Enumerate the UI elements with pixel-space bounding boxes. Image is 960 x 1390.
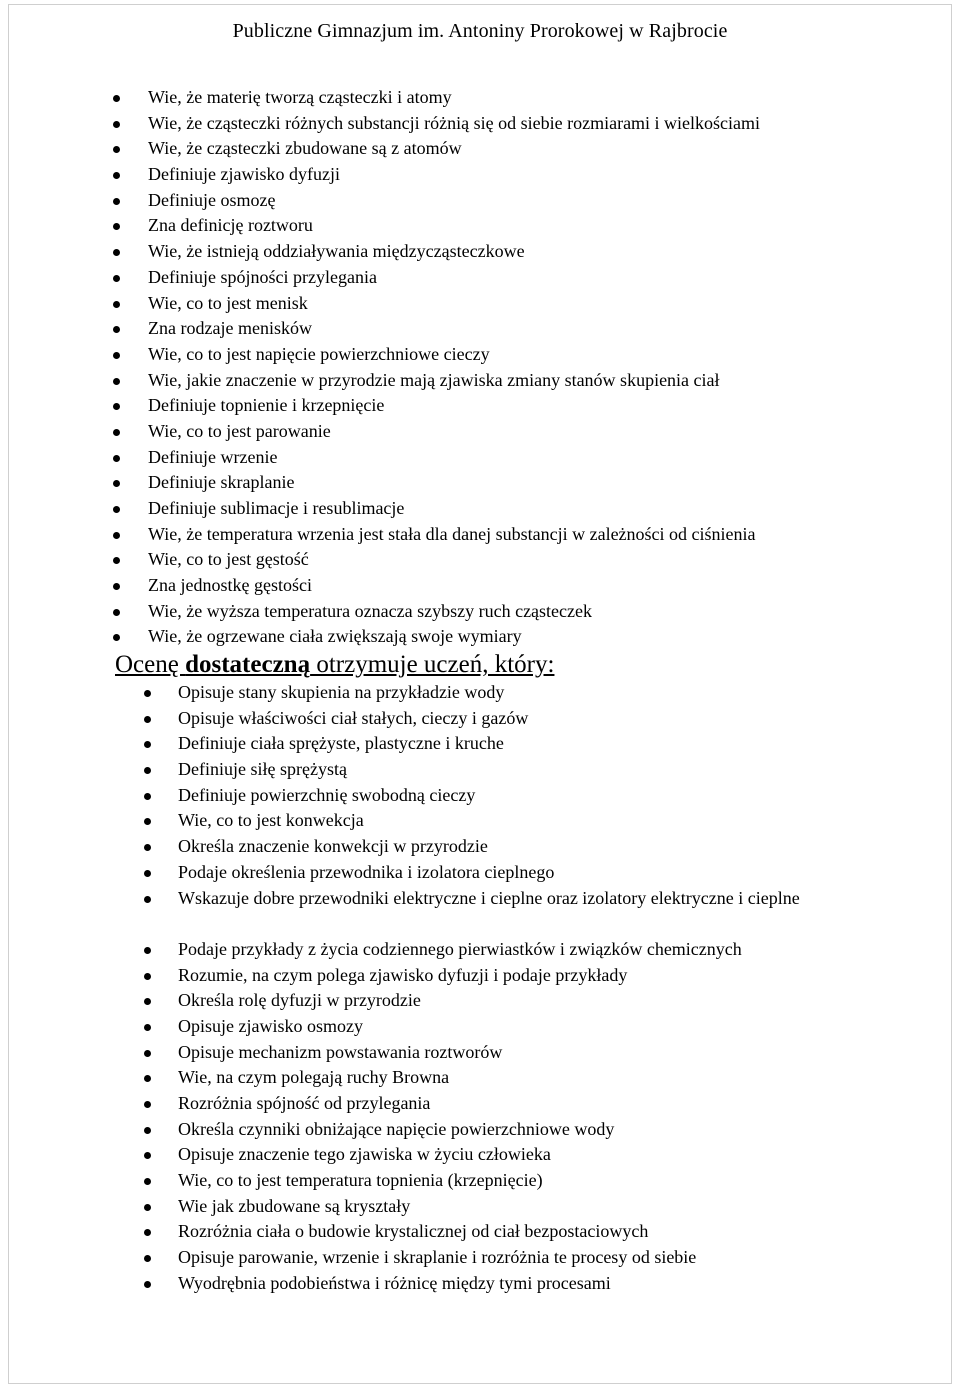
- list-item-text: Wie, że wyższa temperatura oznacza szybszy ruch cząsteczek: [148, 600, 593, 621]
- list-item-text: Wie jak zbudowane są kryształy: [178, 1195, 411, 1216]
- list-item: [148, 419, 760, 445]
- list-item: [178, 1014, 840, 1040]
- list-item: [178, 1194, 840, 1220]
- list-item-text: Określa rolę dyfuzji w przyrodzie: [178, 990, 421, 1011]
- page-header: Publiczne Gimnazjum im. Antoniny Prorokowej w Rajbrocie: [232, 20, 728, 42]
- list-item-text: Opisuje właściwości ciał stałych, cieczy i gazów: [178, 707, 529, 728]
- list-item-text: Definiuje sublimacje i resublimacje: [148, 498, 405, 518]
- list-item-text: Wie, że istnieją oddziaływania międzycząsteczkowe: [148, 241, 525, 262]
- list-item-text: Rozróżnia ciała o budowie krystalicznej od ciał bezpostaciowych: [178, 1221, 649, 1242]
- bullet-icon: [144, 767, 151, 774]
- list-item: [178, 1040, 840, 1066]
- grade-heading-prefix: Ocenę: [115, 651, 186, 678]
- list-item: [178, 834, 840, 860]
- list-item: [148, 162, 760, 188]
- list-item: [148, 239, 760, 265]
- list-item-text: Wie, że cząsteczki zbudowane są z atomów: [148, 138, 462, 159]
- list-item: [148, 136, 760, 162]
- list-item: [148, 599, 760, 625]
- list-item-text: Zna jednostkę gęstości: [148, 575, 312, 596]
- list-item: [148, 188, 760, 214]
- list-item: [148, 85, 760, 111]
- list-item: [178, 731, 840, 757]
- bullet-icon: [113, 506, 120, 513]
- list-item-text: Definiuje ciała sprężyste, plastyczne i kruche: [178, 733, 504, 754]
- bullet-icon: [113, 429, 120, 436]
- list-item-text: Wie, że materię tworzą cząsteczki i atomy: [148, 87, 452, 107]
- bullet-icon: [144, 716, 151, 723]
- bullet-icon: [113, 275, 120, 282]
- list-item: [178, 1168, 840, 1194]
- list-item: [178, 1065, 840, 1091]
- list-item: [178, 886, 840, 937]
- list-item-text: Definiuje osmozę: [148, 189, 276, 210]
- list-item-text: Wie, co to jest napięcie powierzchniowe cieczy: [148, 343, 490, 364]
- list-item: [178, 937, 840, 963]
- list-item-text: Definiuje skraplanie: [148, 472, 295, 493]
- list-item-text: Wskazuje dobre przewodniki elektryczne i cieplne oraz izolatory elektryczne i cieplne: [178, 887, 800, 908]
- bullet-icon: [113, 172, 120, 179]
- list-item: [178, 1245, 840, 1271]
- list-item: [178, 757, 840, 783]
- list-item-text: Rozumie, na czym polega zjawisko dyfuzji i podaje przykłady: [178, 964, 628, 985]
- list-item: [148, 291, 760, 317]
- list-item-text: Wie, że cząsteczki różnych substancji różnią się od siebie rozmiarami i wielkościami: [148, 112, 761, 133]
- bullet-icon: [144, 1204, 151, 1211]
- list-item: [148, 445, 760, 471]
- list-item: [148, 342, 760, 368]
- bullet-icon: [144, 973, 151, 980]
- list-item: [178, 860, 840, 886]
- bullet-icon: [113, 378, 120, 385]
- list-item: [148, 547, 760, 573]
- list-item: [178, 1091, 840, 1117]
- list-item-text: Określa czynniki obniżające napięcie powierzchniowe wody: [178, 1118, 615, 1139]
- list-item: [178, 783, 840, 809]
- list-item-text: Definiuje zjawisko dyfuzji: [148, 164, 340, 185]
- bullet-icon: [113, 121, 120, 128]
- bullet-icon: [113, 352, 120, 359]
- list-item: [148, 368, 760, 394]
- list-item: [148, 470, 760, 496]
- list-item-text: Opisuje znaczenie tego zjawiska w życiu człowieka: [178, 1144, 551, 1165]
- list-item: [178, 963, 840, 989]
- bullet-icon: [144, 947, 151, 954]
- bullet-icon: [113, 198, 120, 205]
- list-item: [178, 1219, 840, 1245]
- list-item-text: Określa znaczenie konwekcji w przyrodzie: [178, 836, 488, 857]
- list-item: [148, 265, 760, 291]
- bullet-icon: [144, 1281, 151, 1288]
- list-item-text: Definiuje topnienie i krzepnięcie: [148, 395, 385, 416]
- list-item-text: Opisuje parowanie, wrzenie i skraplanie i rozróżnia te procesy od siebie: [178, 1247, 697, 1268]
- list-item-text: Definiuje powierzchnię swobodną cieczy: [178, 784, 476, 805]
- bullet-icon: [113, 583, 120, 590]
- list-item-text: Wie, że temperatura wrzenia jest stała dla danej substancji w zależności od ciśnienia: [148, 523, 756, 544]
- bullet-icon: [144, 1127, 151, 1134]
- list-item: [178, 988, 840, 1014]
- list-item-text: Definiuje spójności przylegania: [148, 266, 377, 287]
- bullet-icon: [144, 896, 151, 903]
- list-item-text: Wyodrębnia podobieństwa i różnicę między tymi procesami: [178, 1272, 611, 1293]
- list-item: [178, 706, 840, 732]
- list-item: [148, 111, 760, 137]
- list-item-text: Opisuje zjawisko osmozy: [178, 1015, 363, 1036]
- list-item: [178, 1271, 840, 1297]
- grade-heading: [115, 650, 554, 680]
- list-item: [148, 316, 760, 342]
- list-item-text: Wie, co to jest parowanie: [148, 420, 331, 441]
- list-item-text: Definiuje wrzenie: [148, 446, 278, 467]
- list-item: [178, 1117, 840, 1143]
- grade-heading-suffix: otrzymuje uczeń, który:: [310, 651, 555, 678]
- list-item: [148, 496, 760, 522]
- grade-heading-grade: dostateczną: [185, 651, 311, 678]
- bullet-icon: [144, 1050, 151, 1057]
- list-item: [148, 393, 760, 419]
- list-item-text: Zna rodzaje menisków: [148, 318, 312, 339]
- list-item: [148, 573, 760, 599]
- list-item-text: Wie, że ogrzewane ciała zwiększają swoje wymiary: [148, 626, 522, 647]
- list-item: [178, 808, 840, 834]
- list-item-text: Definiuje siłę sprężystą: [178, 759, 347, 780]
- list-item: [148, 522, 760, 548]
- bullet-icon: [113, 609, 120, 616]
- list-item-text: Wie, co to jest konwekcja: [178, 810, 364, 831]
- bullet-icon: [144, 870, 151, 877]
- bullet-icon: [113, 95, 120, 102]
- list-item-text: Wie, na czym polegają ruchy Browna: [178, 1067, 450, 1088]
- list-item-text: Opisuje mechanizm powstawania roztworów: [178, 1041, 503, 1062]
- bullet-icon: [144, 793, 151, 800]
- sufficient-grade-list: [178, 680, 840, 1297]
- list-item: [178, 1142, 840, 1168]
- list-item-text: Wie, co to jest menisk: [148, 292, 308, 313]
- list-item-text: Zna definicję roztworu: [148, 215, 313, 236]
- list-item-text: Podaje określenia przewodnika i izolatora cieplnego: [178, 861, 555, 882]
- bullet-icon: [144, 690, 151, 697]
- list-item-text: Wie, jakie znaczenie w przyrodzie mają zjawiska zmiany stanów skupienia ciał: [148, 369, 720, 390]
- list-item-text: Podaje przykłady z życia codziennego pierwiastków i związków chemicznych: [178, 938, 742, 959]
- list-item-text: Opisuje stany skupienia na przykładzie wody: [178, 682, 505, 702]
- list-item-text: Wie, co to jest gęstość: [148, 549, 309, 570]
- bullet-icon: [144, 1101, 151, 1108]
- list-item: [148, 213, 760, 239]
- list-item-text: Rozróżnia spójność od przylegania: [178, 1093, 431, 1114]
- bullet-icon: [113, 455, 120, 462]
- bullet-icon: [113, 532, 120, 539]
- basic-requirements-list: [148, 85, 760, 650]
- list-item-text: Wie, co to jest temperatura topnienia (krzepnięcie): [178, 1170, 543, 1191]
- bullet-icon: [144, 1024, 151, 1031]
- list-item: [148, 624, 760, 650]
- bullet-icon: [113, 301, 120, 308]
- list-item: [178, 680, 840, 706]
